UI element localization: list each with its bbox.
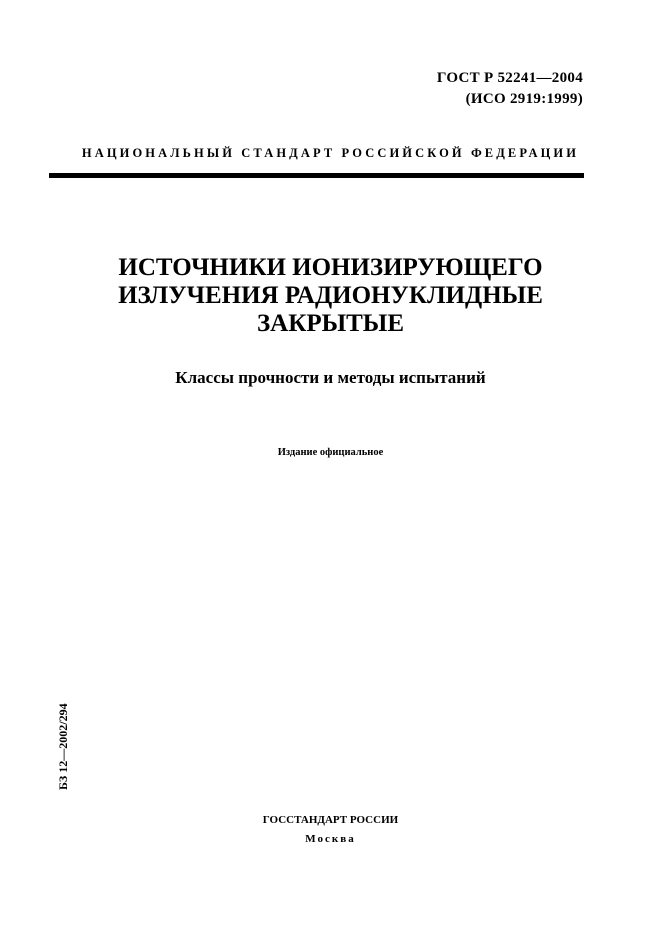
- publisher-name: ГОССТАНДАРТ РОССИИ: [262, 814, 399, 826]
- document-subtitle: Классы прочности и методы испытаний: [175, 368, 486, 387]
- title-line-2: ИЗЛУЧЕНИЯ РАДИОНУКЛИДНЫЕ: [118, 282, 543, 309]
- iso-reference: (ИСО 2919:1999): [465, 91, 583, 107]
- title-line-3: ЗАКРЫТЫЕ: [256, 310, 405, 337]
- title-line-1: ИСТОЧНИКИ ИОНИЗИРУЮЩЕГО: [118, 254, 543, 281]
- national-standard-header: НАЦИОНАЛЬНЫЙ СТАНДАРТ РОССИЙСКОЙ ФЕДЕРАЦИИ: [81, 146, 580, 160]
- header-divider: [49, 173, 584, 178]
- publisher-block: [0, 811, 661, 849]
- standard-number: ГОСТ Р 52241—2004: [436, 70, 583, 86]
- edition-note: Издание официальное: [277, 447, 384, 458]
- side-catalog-code: БЗ 12—2002/294: [56, 703, 70, 790]
- document-title: [0, 254, 661, 338]
- standard-designation: [437, 68, 583, 110]
- publisher-city: Москва: [305, 833, 356, 845]
